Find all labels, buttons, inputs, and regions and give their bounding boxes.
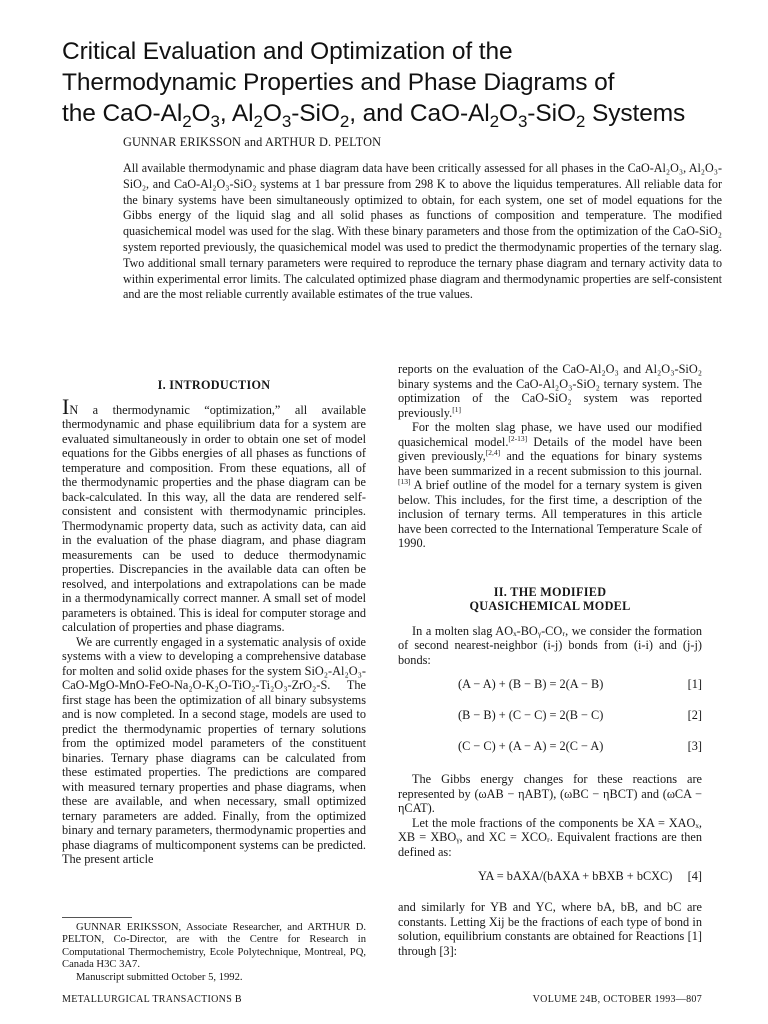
footer-journal: METALLURGICAL TRANSACTIONS B	[62, 994, 242, 1005]
model-paragraph-4: and similarly for YB and YC, where bA, bB, and bC are constants. Letting Xij be the fractions of each type of bond in solution, equilibrium constants are obtained for Reactions [1] through [3]:	[398, 900, 702, 958]
model-paragraph-3: Let the mole fractions of the components be XA = XAOₓ, XB = XBOᵧ, and XC = XCOᵣ. Equivalent fractions are then defined as:	[398, 815, 702, 859]
title-line-1: Critical Evaluation and Optimization of the	[62, 38, 513, 65]
footer-page-info: VOLUME 24B, OCTOBER 1993—807	[532, 994, 702, 1005]
footnote-submitted: Manuscript submitted October 5, 1992.	[76, 971, 243, 983]
equation-4: YA = bAXA/(bAXA + bBXB + bCXC) [4]	[478, 869, 702, 883]
paper-title	[62, 36, 722, 129]
abstract: All available thermodynamic and phase diagram data have been critically assessed for all phases in the CaO-Al₂O₃, Al₂O₃-SiO₂, and CaO-Al₂O₃-SiO₂ systems at 1 bar pressure from 298 K to above the liquidus temperatures. All reliable data for the binary systems have been simultaneously optimized to obtain, for each system, one set of model equations for the Gibbs energy of the liquid slag and all solid phases as functions of composition and temperature. The modified quasichemical model was used for the slag. With these binary parameters and those from the optimization of the CaO-SiO₂ system reported previously, the quasichemical model was used to predict the thermodynamic properties of the ternary slag. Two additional small ternary parameters were required to reproduce the ternary phase diagram and ternary activity data to within experimental error limits. The calculated optimized phase diagram and thermodynamic properties are self-consistent and are the most reliable currently available estimates of the true values.	[123, 161, 722, 302]
section-heading-introduction: I. INTRODUCTION	[157, 378, 271, 392]
model-paragraph-2: The Gibbs energy changes for these reactions are represented by (ωAB − ηABT), (ωBC − ηBCT) and (ωCA − ηCAT).	[398, 772, 702, 815]
equation-3: (C − C) + (A − A) = 2(C − A) [3]	[458, 739, 702, 753]
intro-paragraph-4: For the molten slag phase, we have used our modified quasichemical model.[2-13] Details of the model have been given previously,[2,4] and the equations for binary systems have been summarized in a recent submission to this journal.[13] A brief outline of the model for a ternary system is given below. This includes, for the first time, a description of the inclusion of ternary terms. All temperatures in this article have been corrected to the International Temperature Scale of 1990.	[398, 420, 702, 550]
title-line-2: Thermodynamic Properties and Phase Diagrams of	[62, 69, 615, 96]
intro-paragraph-1: IN a thermodynamic “optimization,” all available thermodynamic and phase equilibrium data for a system are evaluated simultaneously in order to obtain one set of model equations for the Gibbs energies of all phases as functions of temperature and composition. From these equations, all of the thermodynamic properties and the phase diagram can be back-calculated. In this way, all the data are rendered self-consistent and consistent with thermodynamic principles. Thermodynamic property data, such as activity data, can aid in the evaluation of the phase diagram, and phase diagram measurements can be used to deduce thermodynamic properties. Discrepancies in the available data can often be resolved, and interpolations and extrapolations can be made in a thermodynamically correct manner. A small set of model parameters is obtained. This is ideal for computer storage and calculation of properties and phase diagrams.	[62, 393, 366, 634]
right-column	[398, 362, 702, 958]
intro-paragraph-2: We are currently engaged in a systematic analysis of oxide systems with a view to developing a comprehensive database for molten and solid oxide phases for the system SiO₂-Al₂O₃-CaO-MgO-MnO-FeO-Na₂O-K₂O-TiO₂-Ti₂O₃-ZrO₂-S. The first stage has been the optimization of all binary subsystems and is now completed. In a second stage, models are used to predict the thermodynamic properties of ternary solutions from the optimized model parameters of the constituent binaries. Ternary phase diagrams can be calculated from these estimated properties. The predictions are compared with measured ternary properties and phase diagrams, when these are available, and when necessary, small optimized ternary parameters are added. Finally, from the optimized binary and ternary parameters, thermodynamic properties and phase diagrams of multicomponent systems can be predicted. The present article	[62, 634, 366, 866]
equation-2: (B − B) + (C − C) = 2(B − C) [2]	[458, 708, 702, 722]
intro-paragraph-3: reports on the evaluation of the CaO-Al₂O₃ and Al₂O₃-SiO₂ binary systems and the CaO-Al₂O₃-SiO₂ ternary system. The optimization of the CaO-SiO₂ system was reported previously.[1]	[398, 362, 702, 420]
footnote-affiliation: GUNNAR ERIKSSON, Associate Researcher, and ARTHUR D. PELTON, Co-Director, are with the Centre for Research in Computational Thermochemistry, Ecole Polytechnique, Montreal, PQ, Canada H3C 3A7.	[62, 922, 366, 971]
footnote	[62, 922, 366, 984]
title-line-3: the CaO-$Al_2O_3$, $Al_2O_3-SiO_2$, and CaO-$Al_2O_3-SiO_2$ Systems	[62, 100, 686, 131]
footnote-rule	[62, 917, 132, 918]
equation-1: (A − A) + (B − B) = 2(A − B) [1]	[458, 677, 702, 691]
drop-cap: I	[62, 393, 70, 419]
left-column	[62, 378, 366, 867]
authors: GUNNAR ERIKSSON and ARTHUR D. PELTON	[123, 135, 382, 149]
section-heading-model: II. THE MODIFIED QUASICHEMICAL MODEL	[469, 584, 631, 613]
model-paragraph-1: In a molten slag AOₓ-BOᵧ-COᵣ, we consider the formation of second nearest-neighbor (i-j) bonds from (i-i) and (j-j) bonds:	[398, 623, 702, 667]
